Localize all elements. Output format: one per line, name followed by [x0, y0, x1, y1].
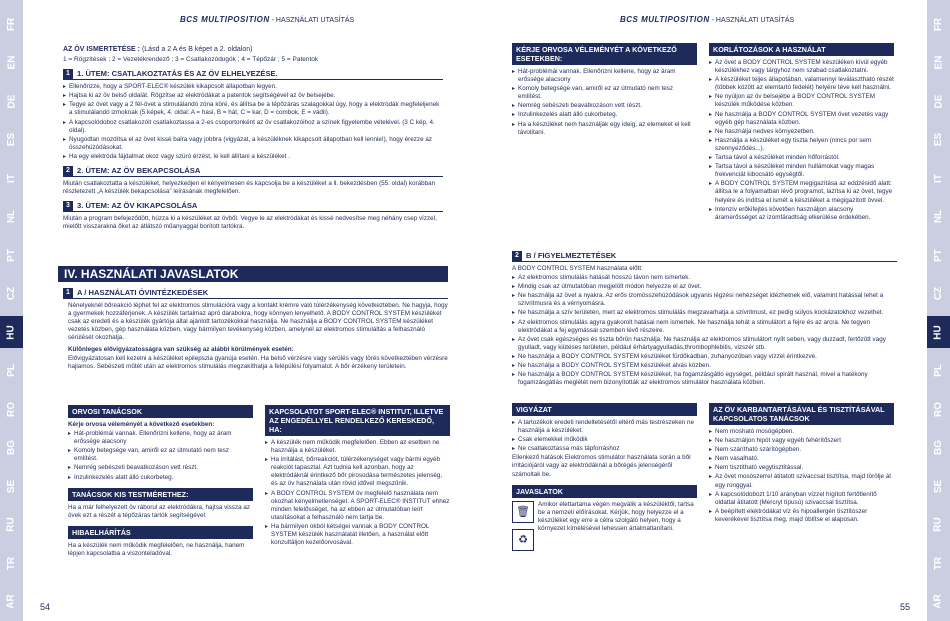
list-item: ▸ Az elektromos stimulálás hatását hosszú távon nem ismertek.	[512, 274, 897, 282]
list-item: ▸ Nem vasalható.	[709, 455, 894, 463]
list-item: ▸ Az övet csak egészséges és tiszta bőrön használja. Ne használja az elektromos stimulátort nyílt seben, vagy duzzadt, fertőzött vagy gyulladt, vagy kiütéses területen, például érhártyagyulladás,thrombophlebitis, vizszér stb.	[512, 336, 897, 352]
language-tab-ru[interactable]: RU	[932, 517, 944, 532]
language-tab-ro[interactable]: RO	[933, 401, 944, 417]
language-tab-pt[interactable]: PT	[6, 248, 17, 262]
language-tab-nl[interactable]: NL	[933, 209, 944, 224]
page-number-right: 55	[899, 602, 910, 612]
list-item: ▸ Komoly betegsége van, amiről ez az útmutató nem tesz említést.	[512, 85, 697, 101]
special-precautions-heading: Különleges elővigyázatosságra van szükség az alábbi körülmények esetén:	[68, 345, 294, 353]
list-item: ▸ Ha irritálást, bőrreakciót, túlérzékenységet vagy bármi egyéb reakciót tapasztal. Azt tudnia kell azonban, hogy az elektródáknál érintkező bőr pirosodása természetes jelenség, és az öv használata után rövid időveI megszűnik.	[265, 456, 450, 488]
language-tab-bg[interactable]: BG	[6, 440, 17, 455]
section-step2: 2 2. ÜTEM: AZ ÖV BEKAPCSOLÁSA	[63, 166, 443, 177]
small-body-tips-text: Ha a már felhelyezett öv ráborul az elektródákra, hajtsa vissza az övek ezt a részét a tépőzáras tartók segítségével.	[68, 503, 250, 519]
list-item: ▸ Hát-problémái vannak. Ellenőrizni kellene, hogy az áram erőssége alacsony	[512, 68, 697, 84]
page-number-left: 54	[40, 602, 51, 612]
list-item: ▸ Ne használjon hipót vagy egyéb fehérítőszert	[709, 437, 894, 445]
chapter-title: IV. HASZNÁLATI JAVASLATOK	[58, 266, 448, 282]
list-item: ▸ Ne használja a BODY CONTROL SYSTEM készüléket fürdőkádban, zuhanyozóban vagy vízzel érintkezve.	[512, 353, 897, 361]
step1-list	[63, 83, 443, 161]
list-item: ▸ Ha egy elektróda fájdalmat okoz vagy szúró érzést, le kell állítani a készüléket .	[63, 153, 443, 161]
list-item: ▸ Komoly betegsége van, amiről ez az útmutató nem tesz említést.	[68, 447, 253, 463]
belt-description: AZ ÖV ISMERTETÉSE : (Lásd a 2 A és B képet a 2. oldalon)	[63, 46, 253, 53]
language-tab-bg[interactable]: BG	[933, 440, 944, 455]
language-tab-pt[interactable]: PT	[933, 248, 944, 262]
contact-box: KAPCSOLATOT SPORT-ELEC® INSTITUT, ILLETVE AZ ENGEDÉLLYEL RENDELKEZŐ KERESKEDŐ, HA: ▸ A készülék nem működik megfelelően. Ebben az esetben ne használja a készüléket. ▸ Ha irritálást, bőrreakciót, túlérzékenységet vagy bármi egyéb reakciót tapasztal. Azt tudnia kell azonban, hogy az elektródáknál érintkező bőr pirosodása természetes jelenség, és az öv használata után rövid időveI megszűnik. ▸ A BODY CONTROL SYSTEM öv megfelelő használata nem okozhat kényelmetlenséget. A SPORT-ELEC® INSTITUT ehhez minden felelősséget, ha az ebben az útmutatóban leírt utasításokat a felhasználó nem tartja be. ▸ Ha bármilyen okból kétségei vannak a BODY CONTROL SYSTEM készülék használatát illetően, a használat előtt konzultáljon kezelőorvosával.	[265, 405, 450, 548]
waste-bin-crossed-icon: 🗑	[512, 501, 534, 523]
step2-text: Miután csatlakoztatta a készüléket, helyezkedjen el kényelmesen és kapcsolja be a készüléket a ll. bekezdésben (55. oldal) korábban részletezett „A készülék bekapcsolása" leírásának megfelelően.	[63, 180, 436, 196]
list-item: ▸ Tartsa távol a készüléket minden hullámokat vagy magas frekvenciát kibocsátó egységtől.	[709, 163, 894, 179]
language-tab-pl[interactable]: PL	[933, 364, 944, 377]
language-tab-de[interactable]: DE	[6, 94, 17, 108]
list-item: ▸ Ne használja a BODY CONTROL SYSTEM övet vezetés vagy egyéb gép használata közben.	[709, 111, 894, 127]
list-item: ▸ A kapcsolódobozt 1/10 arányban vízzel hígított fertőtlenítő oldattal átitatott (Mercryl típusú) szivaccsal tisztítsa.	[709, 491, 894, 507]
list-item: ▸ Az övet mosószerrel átitatott szivaccsal tisztítsa, majd törölje át egy ronggyal.	[709, 473, 894, 489]
language-tab-se[interactable]: SE	[6, 479, 17, 493]
language-tabs-left	[0, 0, 23, 621]
left-recommendations	[58, 260, 448, 372]
list-item: ▸ Intenzív erőkifejtés követően használjon alacsony áramerősséget az izomfáradtság elkerülése érdekében.	[709, 206, 894, 222]
list-item: ▸ Ellenőrizze, hogy a SPORT-ELEC® készülék kikapcsolt állapotban legyen.	[63, 83, 443, 91]
troubleshooting-title: HIBAELHÁRÍTÁS	[68, 526, 253, 539]
list-item: ▸ Csak elemekkel működik	[512, 436, 697, 444]
language-tab-ar[interactable]: AR	[5, 594, 17, 609]
list-item: ▸ Nyugodtan mozdítsa el az övet kissé balra vagy jobbra (vigyázat, a készüléknek kikapcsolt állapotban kell lennie!), hogy érezze az összehúzódásokat.	[63, 136, 443, 152]
language-tab-nl[interactable]: NL	[6, 209, 17, 224]
list-item: ▸ Tegye az övet vagy a 2 fél-övet a stimulálandó zóna köré, és állítsa be a tépőzáras szalagokkal úgy, hogy a elektródák megfeleljenek a stimulálandó izmoknak (5 képek, 4. oldal: A = hasi, B = hát, C = kar, D = combok, E = vádli).	[63, 101, 443, 117]
list-item: ▸ Ne csatlakoztassa más tápforráshoz	[512, 445, 697, 453]
list-item: ▸ Inzulinkezelés alatt álló cukorbeteg.	[68, 474, 253, 482]
troubleshooting-text: Ha a készülék nem működik megfelelően, ne használja, hanem lépjen kapcsolatba a viszonteladóval.	[68, 541, 245, 557]
language-tab-en[interactable]: EN	[933, 55, 944, 70]
language-tab-hu[interactable]: HU	[927, 316, 950, 348]
section-precautions: 1 A / HASZNÁLATI ÓVINTÉZKEDÉSEK	[63, 288, 448, 299]
language-tab-fr[interactable]: FR	[933, 17, 944, 31]
list-item: ▸ Nem mosható mosógépben.	[709, 428, 894, 436]
step3-text: Miután a program befejeződött, húzza ki a készüléket az övből. Vegye le az elektródákat és kissé nedvesítse meg néhány csep vízzel, mielőtt visszarakná őket az átlátszó műanyaggal borított tartókra.	[63, 215, 437, 231]
list-item: ▸ Hát-problémái vannak. Ellenőrizni kellene, hogy az áram erőssége alacsony	[68, 430, 253, 446]
list-item: ▸ A beépített elektródákat víz és hipoallergén tisztítószer keverékével tisztítsa meg, majd öblítse el alaposan.	[709, 508, 894, 524]
warnings-section: 2 B / FIGYELMEZTETÉSEK A BODY CONTROL SYSTEM használata előtt: ▸ Az elektromos stimulálás hatását hosszú távon nem ismertek. ▸ Mindig csak az útmutatóban megjelölt módon helyezze el az övet. ▸ Ne használja az övet a nyakra. Az erős izomösszehúzódások ugyanis légzési nehézséget idézhetnek elő, valamint hatással lehet a szívritmusra és a vérnyomásra. ▸ Ne használja a szív területén, mert az elektromos stimulálás megzavarhatja a szívritmust, ez pedig súlyos kockázatokhoz vezethet. ▸ Az elektromos stimulálás agyra gyakorolt hatásai nem ismertek. Ne használja tehát a stimulátort a fejre és az arcra. Ne tegyen elektródákat a fej egymással szemben lévő részeire. ▸ Az övet csak egészséges és tiszta bőrön használja. Ne használja az elektromos stimulátort nyílt seben, vagy duzzadt, fertőzött vagy gyulladt, vagy kiütéses területen, például érhártyagyulladás,thrombophlebitis, vizszér stb. ▸ Ne használja a BODY CONTROL SYSTEM készüléket fürdőkádban, zuhanyozóban vagy vízzel érintkezve. ▸ Ne használja a BODY CONTROL SYSTEM készüléket alvás közben. ▸ Ne használja a BODY CONTROL SYSTEM készüléket, ha fogamzásgátló egységet, például spirált használ, mivel a hatékony fogamzásgátlás meglétét nem bizonyították az elektromos stimulátor használata közben.	[512, 246, 897, 388]
list-item: ▸ Ne használja a BODY CONTROL SYSTEM készüléket alvás közben.	[512, 362, 897, 370]
special-precautions-text: Elővigyázatosan kell kezelni a készüléket epilepszia gyanúja esetén. Ha belső vérzésre vagy sérülés vagy törés következtében vérzésre hajlamos. Sebészeti műtét után az elektromos stimulálás megzakíthatja a felépülési folyamatot. A bőr érzékeny területein.	[68, 354, 448, 370]
language-tab-tr[interactable]: TR	[933, 556, 944, 570]
list-item: ▸ Mindig csak az útmutatóban megjelölt módon helyezze el az övet.	[512, 283, 897, 291]
language-tab-se[interactable]: SE	[933, 479, 944, 493]
list-item: ▸ A készülék nem működik megfelelően. Ebben az esetben ne használja a készüléket.	[265, 439, 450, 455]
list-item: ▸ Ne használja az övet a nyakra. Az erős izomösszehúzódások ugyanis légzési nehézséget idézhetnek elő, valamint hatással lehet a szívritmusra és a vérnyomásra.	[512, 292, 897, 308]
language-tab-tr[interactable]: TR	[6, 556, 17, 570]
section-step3: 3 3. ÜTEM: AZ ÖV KIKAPCSOLÁSA	[63, 201, 443, 212]
list-item: ▸ Ne használja a szív területén, mert az elektromos stimulálás megzavarhatja a szívritmust, ez pedig súlyos kockázatokhoz vezethet.	[512, 309, 897, 317]
list-item: ▸ Ha bármilyen okból kétségei vannak a BODY CONTROL SYSTEM készülék használatát illetően, a használat előtt konzultáljon kezelőorvosával.	[265, 523, 450, 547]
list-item: ▸ Hajtsa ki az öv belső oldalát. Rögzítse az elektródákat a patentok segítségével az öv belsejébe.	[63, 92, 443, 100]
medical-advice-box: ORVOSI TANÁCSOK Kérje orvosa véleményét a következő esetekben: ▸ Hát-problémái vannak. Ellenőrizni kellene, hogy az áram erőssége alacsony ▸ Komoly betegsége van, amiről ez az útmutató nem tesz említést. ▸ Nemrég sebészeti beavatkozáson vett részt. ▸ Inzulinkezelés alatt álló cukorbeteg. TANÁCSOK KIS TESTMÉRETHEZ: Ha a már felhelyezett öv ráborul az elektródákra, hajtsa vissza az övek ezt a részét a tépőzáras tartók segítségével. HIBAELHÁRÍTÁS Ha a készülék nem működik megfelelően, ne használja, hanem lépjen kapcsolatba a viszonteladóval.	[68, 405, 253, 559]
list-item: ▸ A tartozékok eredeti rendeltetésétől eltérő más testrészeken ne használja a készüléket.	[512, 419, 697, 435]
list-item: ▸ Használja a készüléket egy tiszta helyen (nincs por sem szennyeződés...).	[709, 137, 894, 153]
page-header-left: BCS MULTIPOSITION - HASZNÁLATI UTASÍTÁS	[180, 15, 355, 24]
list-item: ▸ Ne nyúljon az öv belsejébe a BODY CONTROL SYSTEM készülék működése közben.	[709, 93, 894, 109]
language-tab-es[interactable]: ES	[933, 132, 944, 147]
list-item: ▸ A készüléket teljes állapotában, valamennyi leválasztható részét (többek között az elemtartó fedelét) helyére téve kell használni.	[709, 76, 894, 92]
language-tab-es[interactable]: ES	[6, 132, 17, 147]
language-tab-de[interactable]: DE	[933, 94, 944, 108]
language-tab-en[interactable]: EN	[6, 55, 17, 70]
list-item: ▸ Nemrég sebészeti beavatkozáson vett részt.	[512, 102, 697, 110]
list-item: ▸ Inzulinkezelés alatt álló cukorbeteg.	[512, 111, 697, 119]
disposal-text: Amikor élettartama végén megválik a készüléktől, tartsa be a nemzeti előírásokat. Kérjük, hogy helyezze el a készüléket egy erre a célra szolgáló helyen, hogy a környezet kímélésével lehessen ártalmatlanítani.	[538, 500, 694, 532]
language-tab-hu[interactable]: HU	[0, 316, 23, 348]
language-tab-it[interactable]: IT	[932, 173, 944, 183]
list-item: ▸ Az elektromos stimulálás agyra gyakorolt hatásai nem ismertek. Ne használja tehát a stimulátort a fejre és az arcra. Ne tegyen elektródákat a fej egymással szemben lévő részeire.	[512, 319, 897, 335]
list-item: ▸ Nem szárítható szárítógépben.	[709, 446, 894, 454]
language-tabs-right	[927, 0, 950, 621]
belt-parts-legend: 1 = Rögzítések ; 2 = Vezetékrendező ; 3 = Csatlakozódugók ; 4 = Tépőzár ; 5 = Patentok	[63, 56, 319, 64]
language-tab-ro[interactable]: RO	[6, 401, 17, 417]
recycling-icon: ♻	[512, 529, 534, 551]
page-header-right: BCS MULTIPOSITION - HASZNÁLATI UTASÍTÁS	[620, 15, 795, 24]
language-tab-ru[interactable]: RU	[5, 517, 17, 532]
list-item: ▸ Tartsa távol a készüléket minden hőforrástól.	[709, 154, 894, 162]
list-item: ▸ Nemrég sebészeti beavatkozáson vett részt.	[68, 464, 253, 472]
caution-box: VIGYÁZAT ▸ A tartozékok eredeti rendeltetésétől eltérő más testrészeken ne használja a készüléket. ▸ Csak elemekkel működik ▸ Ne csatlakoztassa más tápforráshoz Ellenkező hatások Elektromos stimulátor használata során a bőr irritációjáról vagy az elektródáknál a bőrégés jelenségéről számoltak be. JAVASLATOK 🗑 ♻ Amikor élettartama végén megválik a készüléktől, tartsa be a nemzeti előírásokat. Kérjük, hogy helyezze el a készüléket egy erre a célra szolgáló helyen, hogy a környezet kímélésével lehessen ártalmatlanítani.	[512, 403, 697, 551]
section-step1: 1 1. ÜTEM: CSATLAKOZTATÁS ÉS AZ ÖV ELHELYEZÉSE.	[63, 69, 443, 80]
list-item: ▸ Ha a készüléket nem használják egy ideig, az elemeket el kell távolítani.	[512, 121, 697, 137]
list-item: ▸ Az övet a BODY CONTROL SYSTEM készüléken kívül egyéb készülékhez vagy tárgyhoz nem szabad csatlakoztatni.	[709, 59, 894, 75]
list-item: ▸ A kapcsolódoboz csatlakozóit csatlakoztassa a 2-es csoportonként az öv csatlakozóihoz a színek figyelembe vételével. (3 C kép, 4. oldal).	[63, 119, 443, 135]
language-tab-cz[interactable]: CZ	[933, 286, 944, 301]
list-item: ▸ A BODY CONTROL SYSTEM öv megfelelő használata nem okozhat kényelmetlenséget. A SPORT-ELEC® INSTITUT ehhez minden felelősséget, ha az ebben az útmutatóban leírt utasításokat a felhasználó nem tartja be.	[265, 490, 450, 522]
language-tab-it[interactable]: IT	[5, 173, 17, 183]
usage-limitations-box: KORLÁTOZÁSOK A HASZNÁLAT ▸ Az övet a BODY CONTROL SYSTEM készüléken kívül egyéb készülékhez vagy tárgyhoz nem szabad csatlakoztatni. ▸ A készüléket teljes állapotában, valamennyi leválasztható részét (többek között az elemtartó fedelét) helyére téve kell használni. ▸ Ne nyúljon az öv belsejébe a BODY CONTROL SYSTEM készülék működése közben. ▸ Ne használja a BODY CONTROL SYSTEM övet vezetés vagy egyéb gép használata közben. ▸ Ne használja nedves környezetben. ▸ Használja a készüléket egy tiszta helyen (nincs por sem szennyeződés...). ▸ Tartsa távol a készüléket minden hőforrástól. ▸ Tartsa távol a készüléket minden hullámokat vagy magas frekvenciát kibocsátó egységtől. ▸ A BODY CONTROL SYSTEM megigazítása az eddzésidő alatt: állítsa le a folyamatban lévő programot, lazítsa ki az övet, tegye helyére és indítsa el ismét a készüléket a megigazított övvel. ▸ Intenzív erőkifejtés követően használjon alacsony áramerősséget az izomfáradtság elkerülése érdekében.	[709, 43, 894, 223]
list-item: ▸ Ne használja nedves környezetben.	[709, 128, 894, 136]
doctor-advice-box: KÉRJE ORVOSA VÉLEMÉNYÉT A KÖVETKEZŐ ESETEKBEN: ▸ Hát-problémái vannak. Ellenőrizni kellene, hogy az áram erőssége alacsony ▸ Komoly betegsége van, amiről ez az útmutató nem tesz említést. ▸ Nemrég sebészeti beavatkozáson vett részt. ▸ Inzulinkezelés alatt álló cukorbeteg. ▸ Ha a készüléket nem használják egy ideig, az elemeket el kell távolítani.	[512, 43, 697, 138]
left-main-column	[63, 43, 443, 232]
small-body-tips-title: TANÁCSOK KIS TESTMÉRETHEZ:	[68, 488, 253, 501]
list-item: ▸ Nem tisztítható vegytisztítással.	[709, 464, 894, 472]
language-tab-cz[interactable]: CZ	[6, 286, 17, 301]
language-tab-fr[interactable]: FR	[6, 17, 17, 31]
list-item: ▸ A BODY CONTROL SYSTEM megigazítása az eddzésidő alatt: állítsa le a folyamatban lévő programot, lazítsa ki az övet, tegye helyére és indítsa el ismét a készüléket a megigazított övvel.	[709, 180, 894, 204]
language-tab-pl[interactable]: PL	[6, 364, 17, 377]
language-tab-ar[interactable]: AR	[932, 594, 944, 609]
list-item: ▸ Ne használja a BODY CONTROL SYSTEM készüléket, ha fogamzásgátló egységet, például spirált használ, mivel a hatékony fogamzásgátlás meglétét nem bizonyították az elektromos stimulátor használata közben.	[512, 371, 897, 387]
maintenance-box: AZ ÖV KARBANTARTÁSÁVAL ÉS TISZTÍTÁSÁVAL KAPCSOLATOS TANÁCSOK ▸ Nem mosható mosógépben. ▸ Ne használjon hipót vagy egyéb fehérítőszert ▸ Nem szárítható szárítógépben. ▸ Nem vasalható. ▸ Nem tisztítható vegytisztítással. ▸ Az övet mosószerrel átitatott szivaccsal tisztítsa, majd törölje át egy ronggyal. ▸ A kapcsolódobozt 1/10 arányban vízzel hígított fertőtlenítő oldattal átitatott (Mercryl típusú) szivaccsal tisztítsa. ▸ A beépített elektródákat víz és hipoallergén tisztítószer keverékével tisztítsa meg, majd öblítse el alaposan.	[709, 403, 894, 525]
precautions-text: Nénelyeknél bőreakció léphet fel az elektromos stimulációra vagy a kontakt krémre való túlérzékenység következtében. Ne hagyja, hogy a gyermekek hozzáférjenek. A készülék tartalmaz apró darabokra, hogy könnyen lenyelhető. A BODY CONTROL SYSTEM készüléket csak az eredeti és a készülék gyártója által ajánlott tartozékokkal használja. Ne használja a BODY CONTROL SYSTEM készüléket vezetés közben, gép használata közben, vagy bármilyen tevékenység közben, amelynél az elektromos stimuláltás a felhasználó sérülését okozhatja.	[68, 302, 448, 342]
disposal-title: JAVASLATOK	[512, 485, 697, 498]
